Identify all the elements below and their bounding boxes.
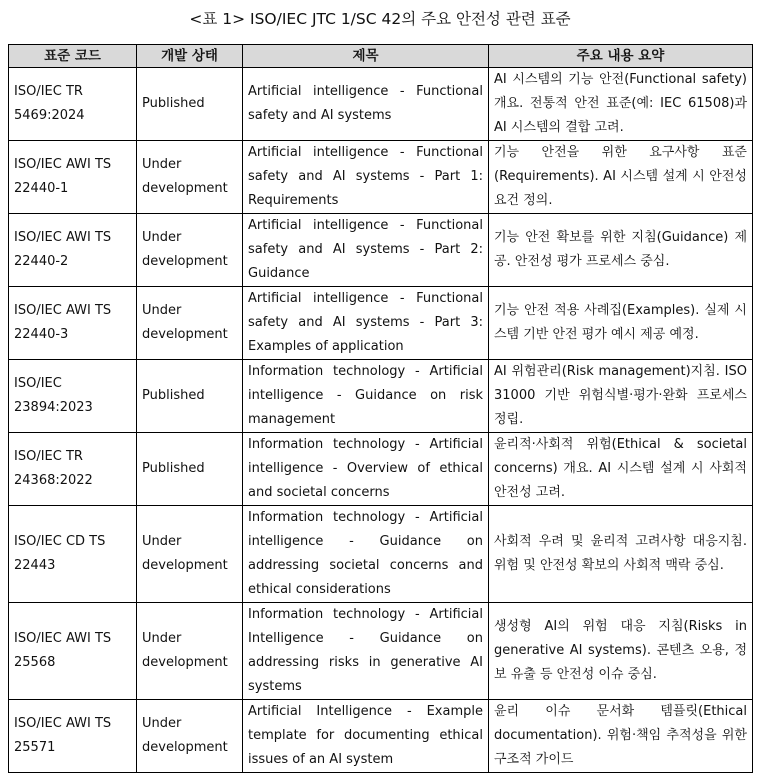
cell-title: Information technology - Artificial intelligence - Guidance on addressing societal concerns and ethical considerations [243, 506, 489, 603]
cell-status: Under development [137, 214, 243, 287]
table-row [9, 287, 753, 360]
cell-summary: 윤리 이슈 문서화 템플릿(Ethical documentation). 위험·책임 추적성을 위한 구조적 가이드 [489, 700, 753, 773]
cell-code: ISO/IEC 23894:2023 [9, 360, 137, 433]
standards-table [8, 44, 753, 773]
header-title: 제목 [243, 45, 489, 68]
cell-title: Artificial intelligence - Functional safety and AI systems - Part 1: Requirements [243, 141, 489, 214]
cell-code: ISO/IEC AWI TS 25568 [9, 603, 137, 700]
header-code: 표준 코드 [9, 45, 137, 68]
cell-code: ISO/IEC AWI TS 22440-2 [9, 214, 137, 287]
cell-summary: 기능 안전 확보를 위한 지침(Guidance) 제공. 안전성 평가 프로세스 중심. [489, 214, 753, 287]
cell-code: ISO/IEC AWI TS 22440-3 [9, 287, 137, 360]
cell-status: Published [137, 360, 243, 433]
table-row [9, 506, 753, 603]
cell-status: Under development [137, 700, 243, 773]
table-header-row [9, 45, 753, 68]
cell-code: ISO/IEC TR 24368:2022 [9, 433, 137, 506]
table-row [9, 141, 753, 214]
cell-summary: 기능 안전 적용 사례집(Examples). 실제 시스템 기반 안전 평가 예시 제공 예정. [489, 287, 753, 360]
cell-summary: 생성형 AI의 위험 대응 지침(Risks in generative AI systems). 콘텐츠 오용, 정보 유출 등 안전성 이슈 중심. [489, 603, 753, 700]
cell-title: Information technology - Artificial Intelligence - Guidance on addressing risks in generative AI systems [243, 603, 489, 700]
cell-summary: 기능 안전을 위한 요구사항 표준(Requirements). AI 시스템 설계 시 안전성 요건 정의. [489, 141, 753, 214]
header-status: 개발 상태 [137, 45, 243, 68]
header-summary: 주요 내용 요약 [489, 45, 753, 68]
cell-summary: 윤리적·사회적 위험(Ethical & societal concerns) 개요. AI 시스템 설계 시 사회적 안전성 고려. [489, 433, 753, 506]
cell-title: Information technology - Artificial intelligence - Guidance on risk management [243, 360, 489, 433]
cell-summary: 사회적 우려 및 윤리적 고려사항 대응지침. 위험 및 안전성 확보의 사회적 맥락 중심. [489, 506, 753, 603]
cell-status: Under development [137, 603, 243, 700]
table-row [9, 700, 753, 773]
table-row [9, 433, 753, 506]
cell-code: ISO/IEC CD TS 22443 [9, 506, 137, 603]
cell-title: Information technology - Artificial intelligence - Overview of ethical and societal concerns [243, 433, 489, 506]
cell-code: ISO/IEC AWI TS 22440-1 [9, 141, 137, 214]
cell-summary: AI 시스템의 기능 안전(Functional safety) 개요. 전통적 안전 표준(예: IEC 61508)과 AI 시스템의 결합 고려. [489, 68, 753, 141]
cell-status: Under development [137, 287, 243, 360]
cell-summary: AI 위험관리(Risk management)지침. ISO 31000 기반 위험식별·평가·완화 프로세스 정립. [489, 360, 753, 433]
cell-status: Published [137, 433, 243, 506]
table-row [9, 68, 753, 141]
cell-code: ISO/IEC AWI TS 25571 [9, 700, 137, 773]
cell-status: Under development [137, 141, 243, 214]
table-row [9, 214, 753, 287]
cell-code: ISO/IEC TR 5469:2024 [9, 68, 137, 141]
table-caption: <표 1> ISO/IEC JTC 1/SC 42의 주요 안전성 관련 표준 [189, 10, 571, 28]
table-row [9, 603, 753, 700]
cell-title: Artificial intelligence - Functional safety and AI systems [243, 68, 489, 141]
cell-title: Artificial intelligence - Functional safety and AI systems - Part 3: Examples of application [243, 287, 489, 360]
cell-status: Under development [137, 506, 243, 603]
table-row [9, 360, 753, 433]
cell-status: Published [137, 68, 243, 141]
cell-title: Artificial Intelligence - Example template for documenting ethical issues of an AI system [243, 700, 489, 773]
cell-title: Artificial intelligence - Functional safety and AI systems - Part 2: Guidance [243, 214, 489, 287]
